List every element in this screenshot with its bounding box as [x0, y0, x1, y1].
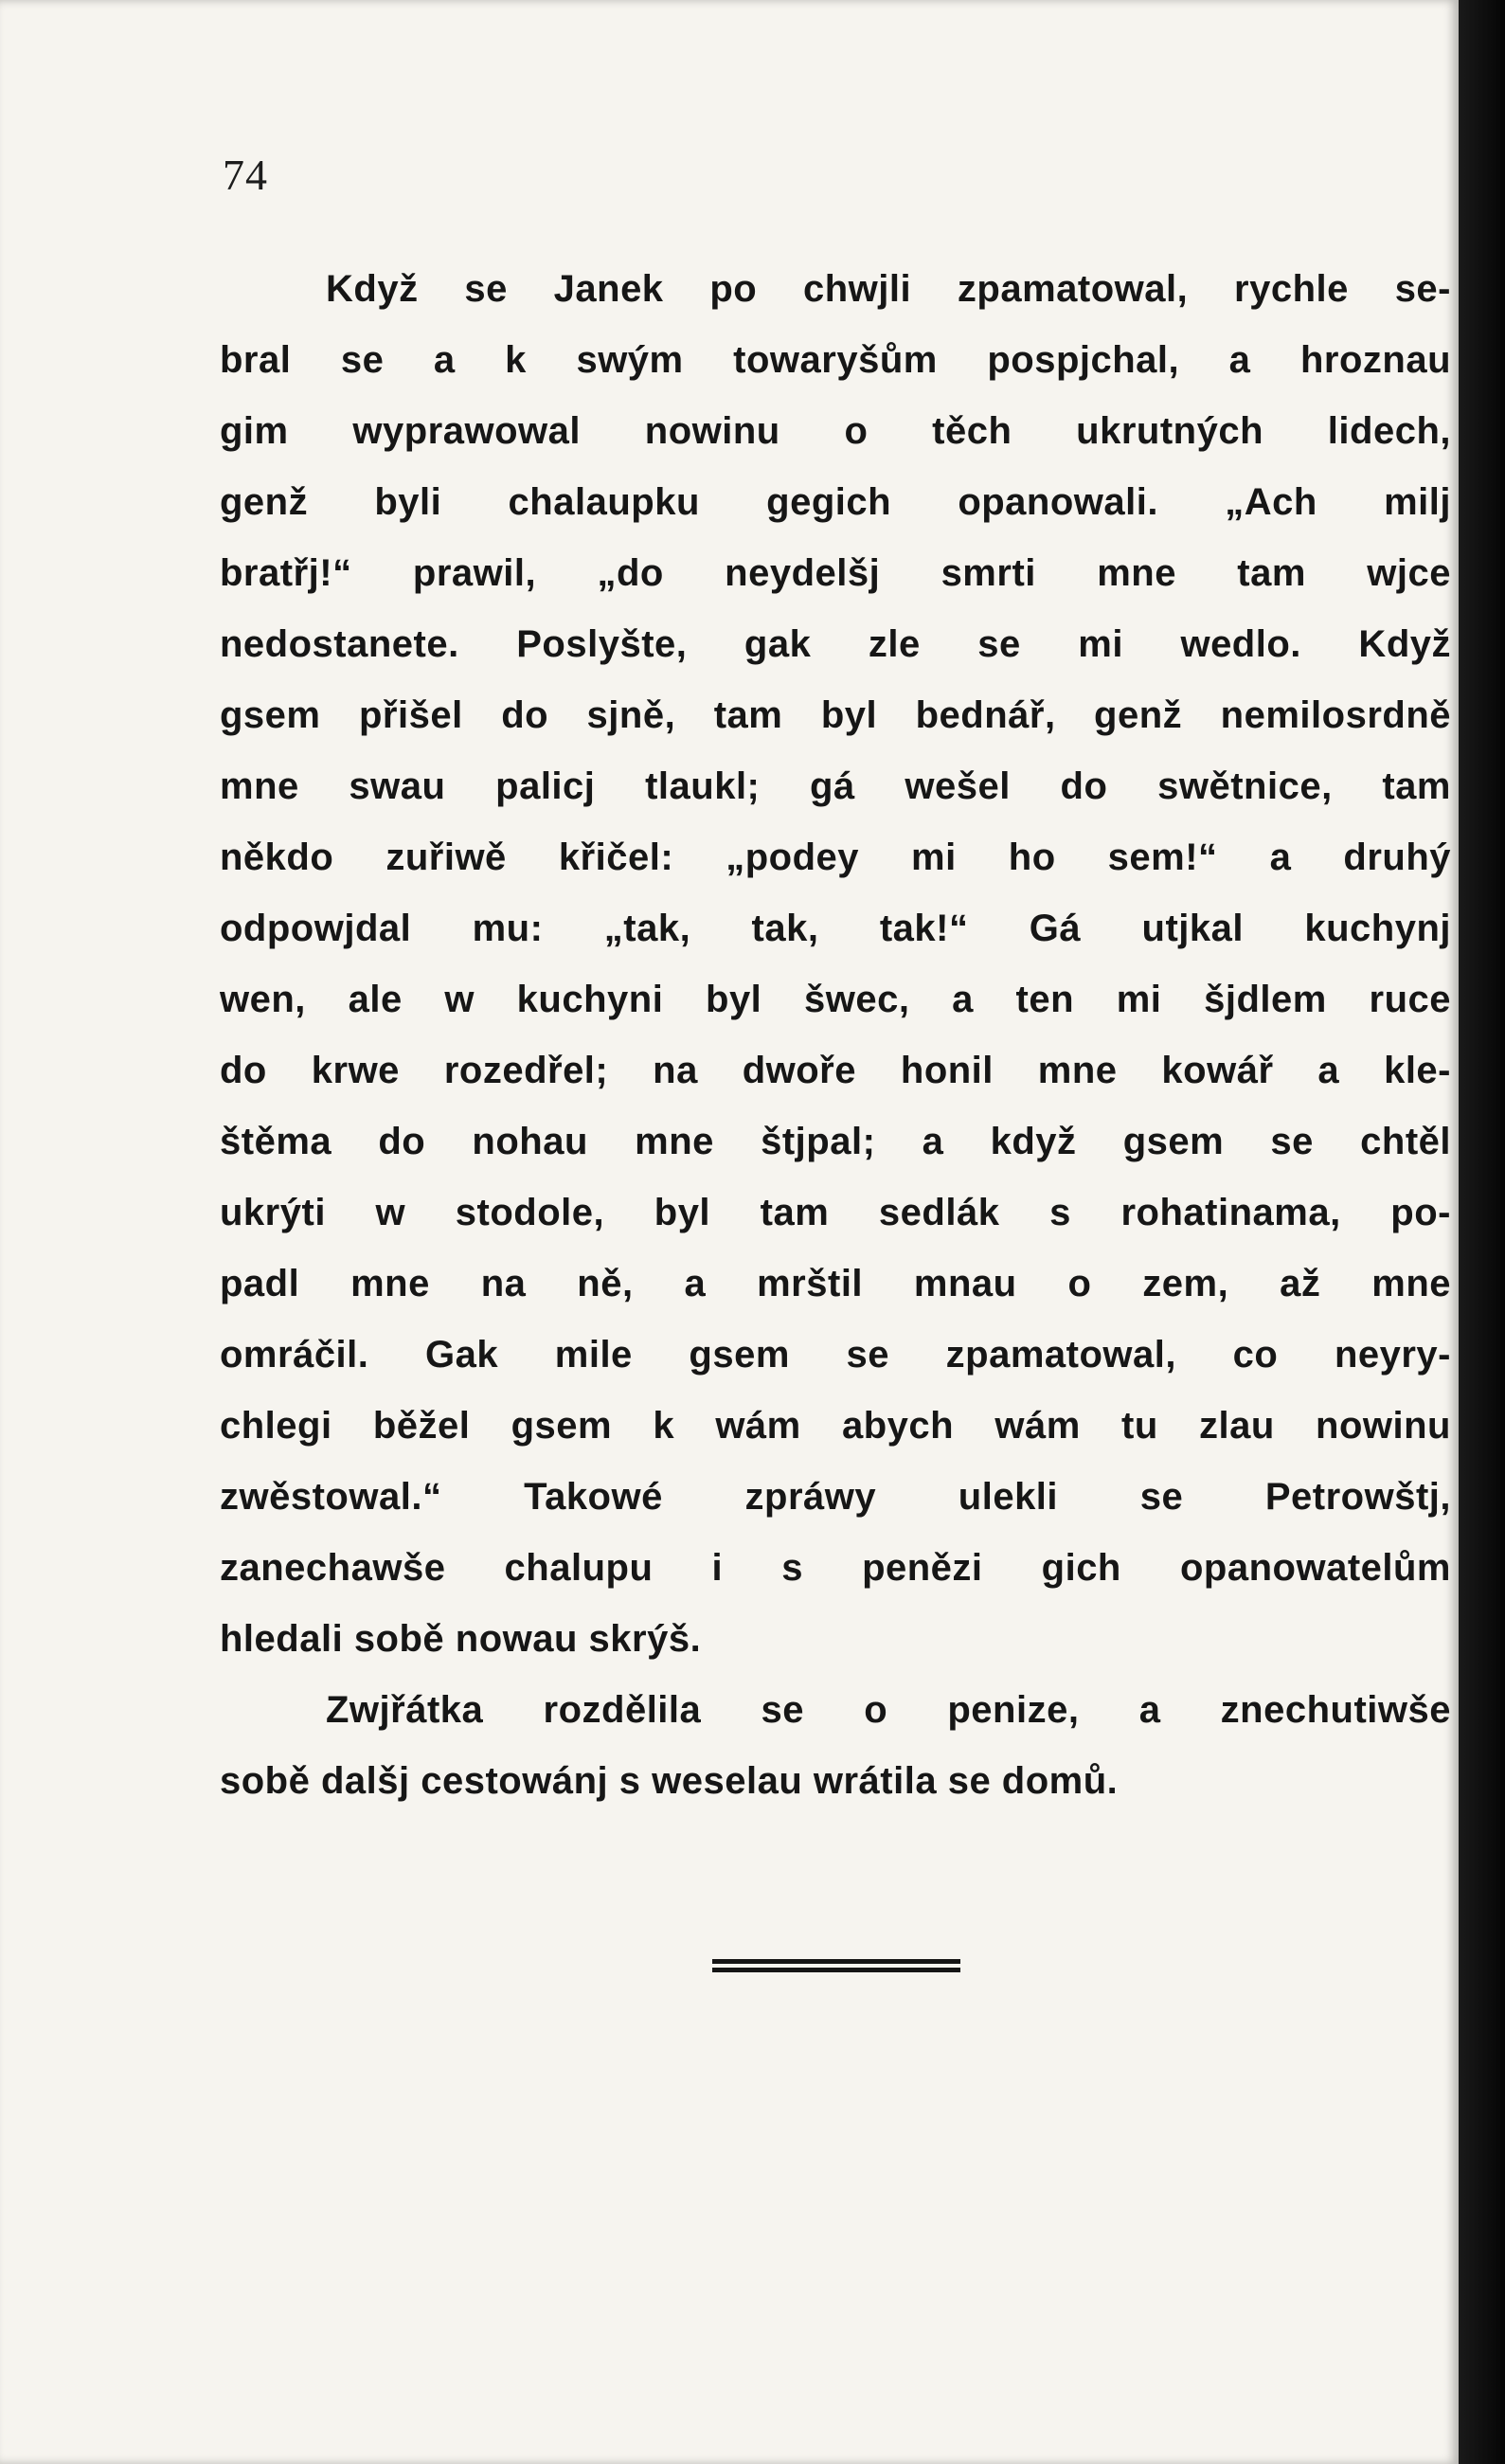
text-line: do krwe rozedřel; na dwoře honil mne kowář a kle-	[220, 1050, 1451, 1091]
page-edge-shadow	[1459, 0, 1505, 2464]
text-line: sobě dalšj cestowánj s weselau wrátila se domů.	[220, 1760, 1119, 1802]
divider-rule-top	[712, 1959, 960, 1964]
paragraph-1	[220, 254, 1451, 1675]
section-divider	[712, 1959, 960, 1972]
paragraph-2	[220, 1675, 1451, 1817]
text-line: zanechawše chalupu i s penězi gich opanowatelům	[220, 1547, 1451, 1589]
text-line: zwěstowal.“ Takowé zpráwy ulekli se Petrowštj,	[220, 1476, 1451, 1518]
text-line: Když se Janek po chwjli zpamatowal, rychle se-	[326, 268, 1451, 310]
text-line: bratřj!“ prawil, „do neydelšj smrti mne tam wjce	[220, 552, 1451, 594]
text-line: padl mne na ně, a mrštil mnau o zem, až mne	[220, 1263, 1451, 1304]
text-line: genž byli chalaupku gegich opanowali. „Ach milj	[220, 481, 1451, 523]
divider-rule-bottom	[712, 1968, 960, 1972]
text-line: gim wyprawowal nowinu o těch ukrutných lidech,	[220, 410, 1451, 452]
text-line: štěma do nohau mne štjpal; a když gsem se chtěl	[220, 1121, 1451, 1162]
text-line: někdo zuřiwě křičel: „podey mi ho sem!“ a druhý	[220, 836, 1451, 878]
text-line: Zwjřátka rozdělila se o penize, a znechutiwše	[326, 1689, 1451, 1731]
text-line: ukrýti w stodole, byl tam sedlák s rohatinama, po-	[220, 1192, 1451, 1233]
text-line: odpowjdal mu: „tak, tak, tak!“ Gá utjkal kuchynj	[220, 908, 1451, 949]
text-line: mne swau palicj tlaukl; gá wešel do swětnice, tam	[220, 765, 1451, 807]
text-line: gsem přišel do sjně, tam byl bednář, genž nemilosrdně	[220, 694, 1451, 736]
text-line: wen, ale w kuchyni byl šwec, a ten mi šjdlem ruce	[220, 979, 1451, 1020]
text-line: omráčil. Gak mile gsem se zpamatowal, co neyry-	[220, 1334, 1451, 1376]
text-line: chlegi běžel gsem k wám abych wám tu zlau nowinu	[220, 1405, 1451, 1447]
text-line: hledali sobě nowau skrýš.	[220, 1618, 702, 1660]
body-text	[220, 254, 1451, 1817]
text-line: nedostanete. Poslyšte, gak zle se mi wedlo. Když	[220, 623, 1451, 665]
page-number: 74	[223, 151, 268, 199]
text-line: bral se a k swým towaryšům pospjchal, a hroznau	[220, 339, 1451, 381]
